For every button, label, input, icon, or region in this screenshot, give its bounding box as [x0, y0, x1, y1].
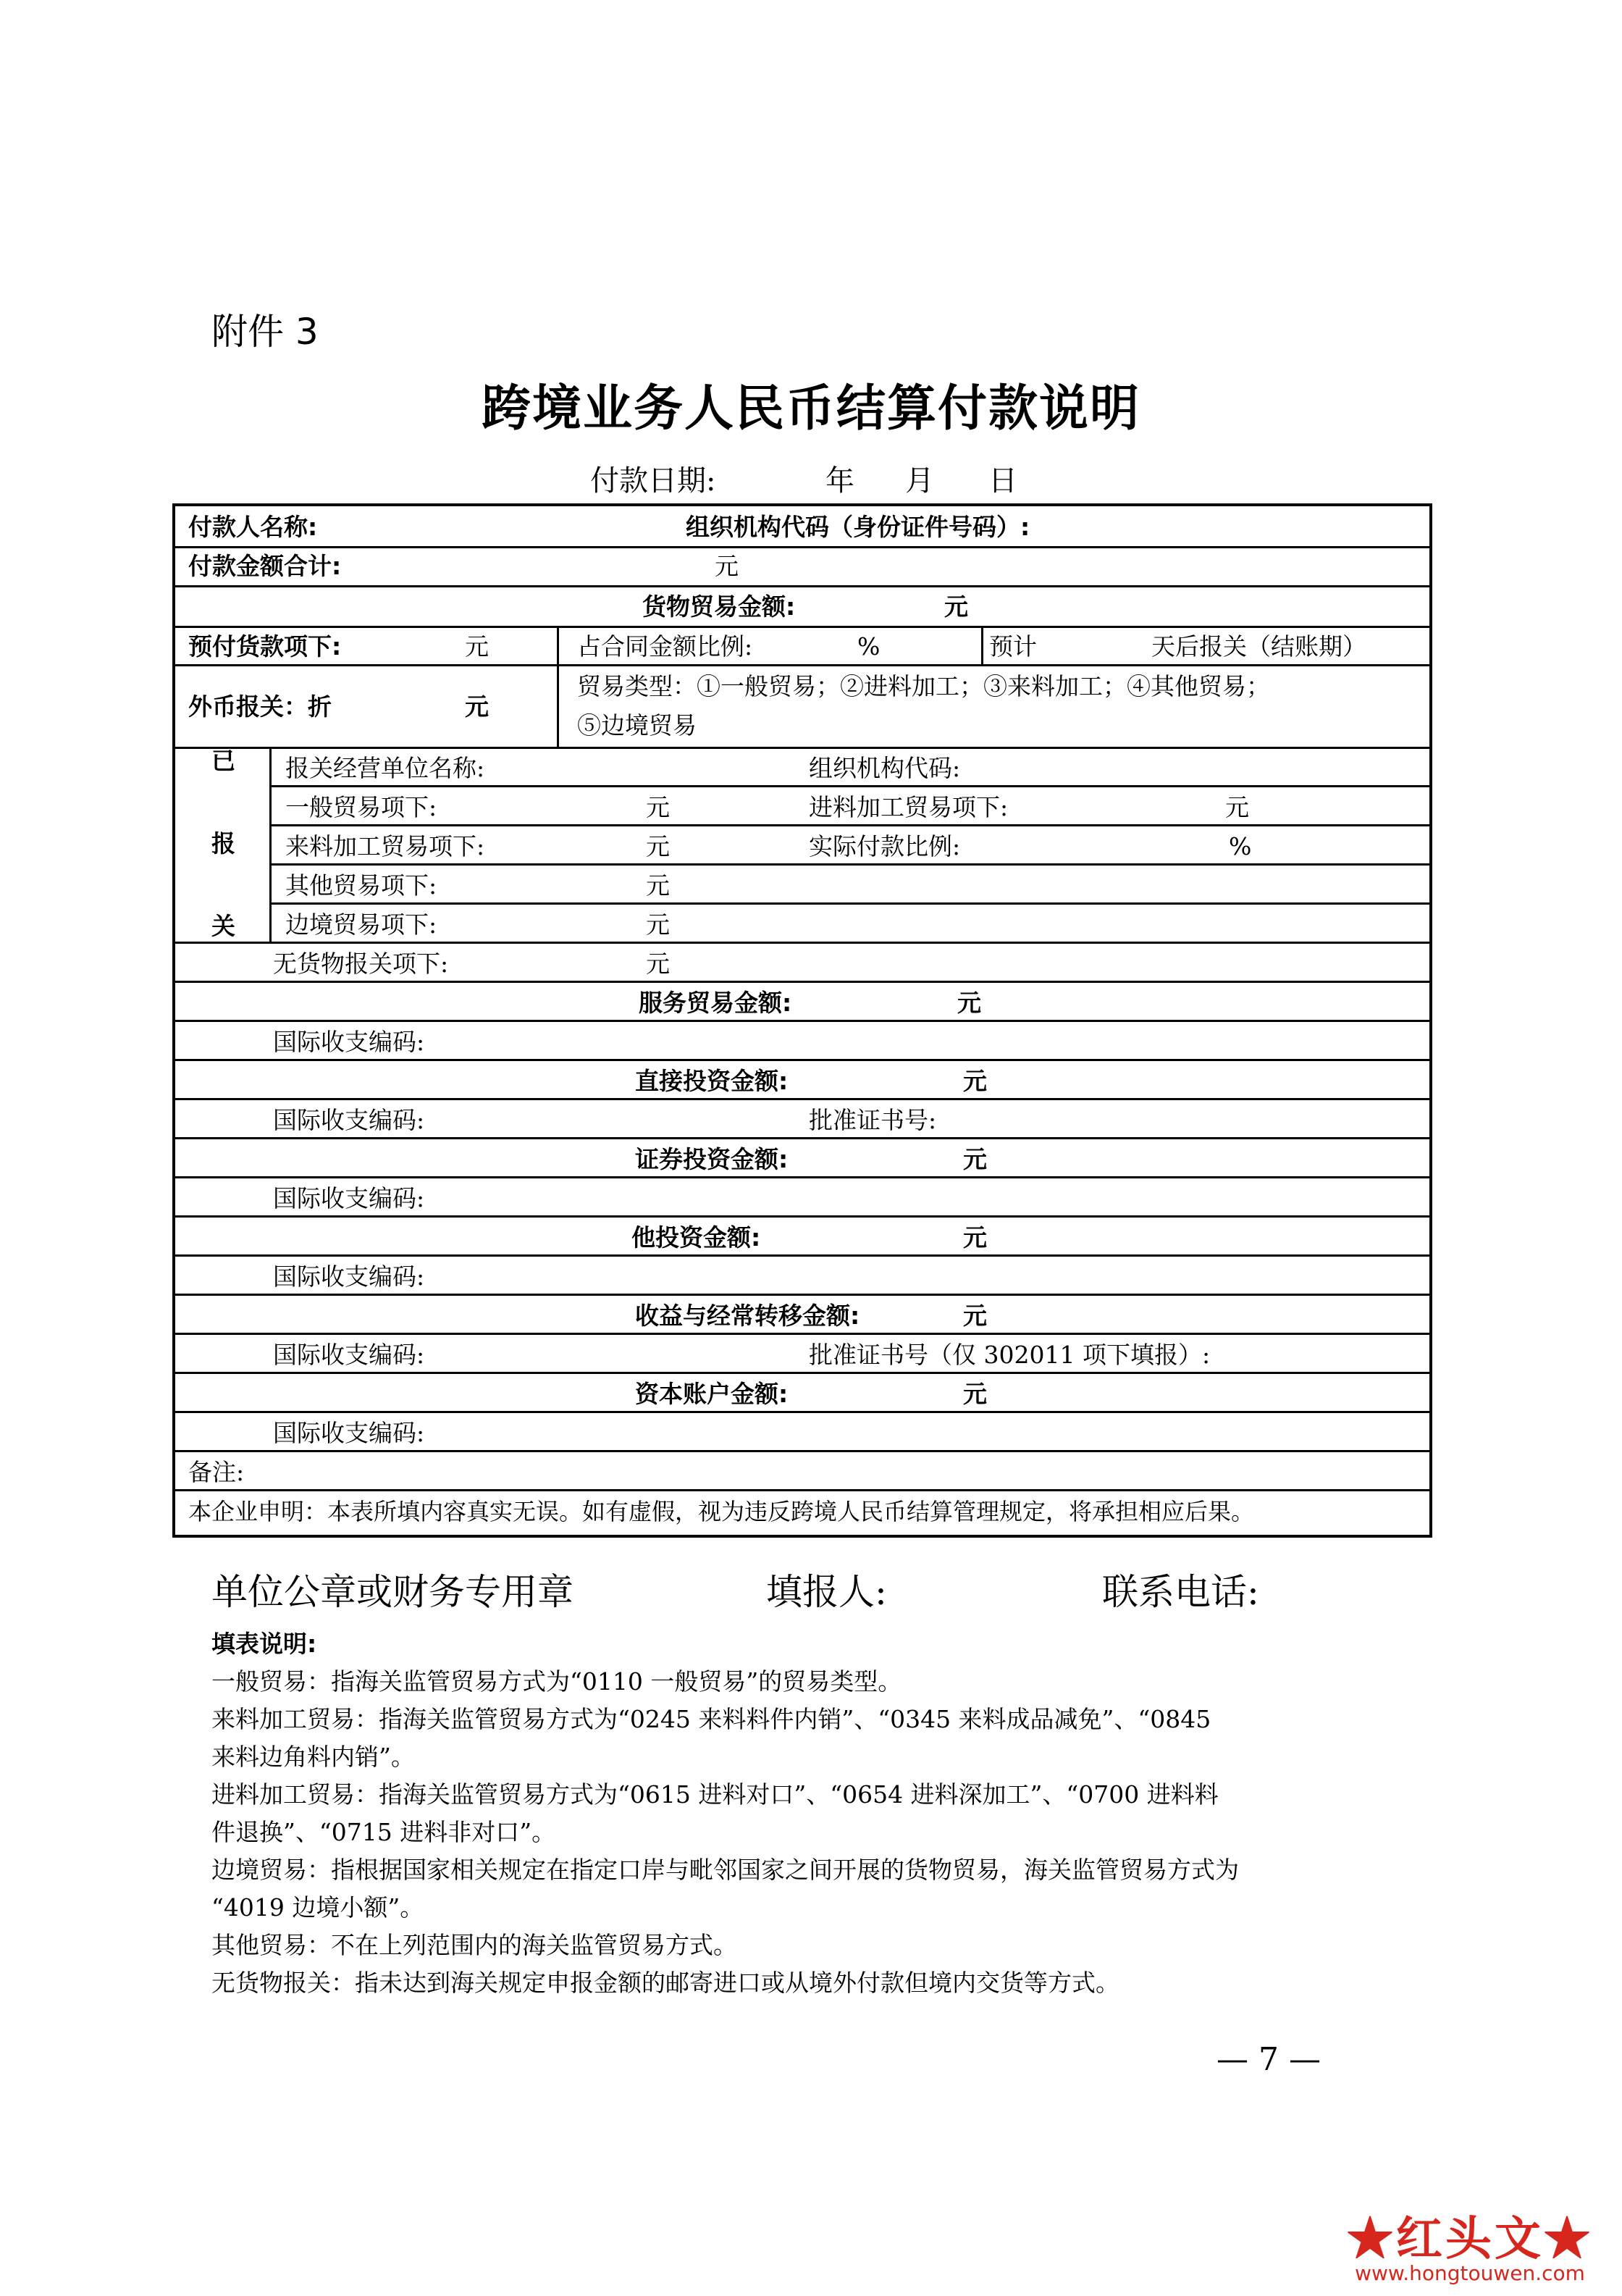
- other-invest-unit: 元: [963, 1223, 987, 1252]
- watermark-url: www.hongtouwen.com: [1355, 2261, 1585, 2285]
- fx-declaration-unit: 元: [465, 692, 489, 721]
- org-code-label: 组织机构代码（身份证件号码）:: [686, 513, 1030, 541]
- remarks-label: 备注:: [188, 1458, 245, 1486]
- declaration-text: 本企业申明：本表所填内容真实无误。如有虚假，视为违反跨境人民币结算管理规定，将承担相应后果。: [188, 1498, 1255, 1525]
- trade-type-line1: 贸易类型：①一般贸易；②进料加工；③来料加工；④其他贸易；: [577, 672, 1270, 700]
- date-day: 日: [988, 464, 1017, 498]
- no-goods-declaration-unit: 元: [646, 950, 670, 978]
- service-trade-unit: 元: [957, 989, 981, 1017]
- note-line: 其他贸易：不在上列范围内的海关监管贸易方式。: [211, 1931, 737, 1959]
- securities-unit: 元: [963, 1145, 987, 1173]
- bop-code-label-capital: 国际收支编码:: [273, 1419, 425, 1447]
- supplied-processing-unit: 元: [646, 832, 670, 860]
- payment-date-label: 付款日期:: [590, 464, 716, 498]
- watermark-text: ★红头文★: [1347, 2212, 1593, 2266]
- income-transfer-amount-label: 收益与经常转移金额:: [635, 1302, 860, 1330]
- declared-char-3: 关: [211, 912, 235, 940]
- total-amount-label: 付款金额合计:: [188, 552, 342, 580]
- note-line: 边境贸易：指根据国家相关规定在指定口岸与毗邻国家之间开展的货物贸易，海关监管贸易方式为: [211, 1856, 1239, 1884]
- phone-label: 联系电话:: [1102, 1571, 1259, 1613]
- note-line: “4019 边境小额”。: [211, 1893, 424, 1922]
- total-amount-unit: 元: [715, 552, 739, 580]
- bop-code-label-income: 国际收支编码:: [273, 1341, 425, 1369]
- other-invest-amount-label: 他投资金额:: [631, 1223, 761, 1252]
- no-goods-declaration-label: 无货物报关项下:: [273, 950, 449, 978]
- goods-trade-unit: 元: [944, 592, 968, 621]
- capital-account-amount-label: 资本账户金额:: [635, 1380, 789, 1408]
- date-year: 年: [825, 464, 854, 498]
- bop-code-label-fdi: 国际收支编码:: [273, 1106, 425, 1134]
- other-trade-unit: 元: [646, 871, 670, 900]
- attachment-label: 附件 3: [211, 311, 319, 353]
- service-trade-amount-label: 服务贸易金额:: [639, 989, 792, 1017]
- note-line: 一般贸易：指海关监管贸易方式为“0110 一般贸易”的贸易类型。: [211, 1667, 902, 1696]
- actual-ratio-label: 实际付款比例:: [809, 832, 961, 860]
- prepay-label: 预付货款项下:: [188, 632, 342, 661]
- import-processing-label: 进料加工贸易项下:: [809, 793, 1009, 821]
- goods-trade-amount-label: 货物贸易金额:: [642, 592, 796, 621]
- fx-declaration-label: 外币报关：折: [188, 692, 332, 721]
- border-trade-unit: 元: [646, 910, 670, 939]
- other-trade-label: 其他贸易项下:: [285, 871, 437, 900]
- border-trade-label: 边境贸易项下:: [285, 910, 437, 939]
- estimate-label: 预计: [989, 632, 1037, 661]
- actual-ratio-percent: %: [1229, 832, 1252, 860]
- securities-amount-label: 证券投资金额:: [635, 1145, 789, 1173]
- note-line: 来料加工贸易：指海关监管贸易方式为“0245 来料料件内销”、“0345 来料成品减免”、“0845: [211, 1705, 1211, 1733]
- trade-type-line2: ⑤边境贸易: [577, 711, 697, 740]
- general-trade-unit: 元: [646, 793, 670, 821]
- fdi-amount-label: 直接投资金额:: [635, 1067, 789, 1095]
- prepay-unit: 元: [465, 632, 489, 661]
- date-month: 月: [905, 464, 934, 498]
- income-transfer-unit: 元: [963, 1302, 987, 1330]
- filler-label: 填报人:: [766, 1571, 887, 1613]
- bop-code-label-service: 国际收支编码:: [273, 1028, 425, 1056]
- contract-ratio-label: 占合同金额比例:: [577, 632, 753, 661]
- declared-char-2: 报: [211, 829, 235, 858]
- approval-no-302011-label: 批准证书号（仅 302011 项下填报）:: [809, 1341, 1211, 1369]
- customs-unit-name-label: 报关经营单位名称:: [285, 754, 485, 782]
- page-number: — 7 —: [1216, 2041, 1321, 2078]
- document-title: 跨境业务人民币结算付款说明: [481, 380, 1140, 437]
- bop-code-label-securities: 国际收支编码:: [273, 1184, 425, 1212]
- bop-code-label-other: 国际收支编码:: [273, 1262, 425, 1291]
- note-line: 件退换”、“0715 进料非对口”。: [211, 1818, 556, 1846]
- supplied-processing-label: 来料加工贸易项下:: [285, 832, 485, 860]
- notes-heading: 填表说明:: [211, 1630, 317, 1658]
- general-trade-label: 一般贸易项下:: [285, 793, 437, 821]
- capital-account-unit: 元: [963, 1380, 987, 1408]
- org-code-2-label: 组织机构代码:: [809, 754, 961, 782]
- import-processing-unit: 元: [1225, 793, 1249, 821]
- note-line: 无货物报关：指未达到海关规定申报金额的邮寄进口或从境外付款但境内交货等方式。: [211, 1969, 1119, 1997]
- seal-label: 单位公章或财务专用章: [211, 1571, 573, 1613]
- declared-char-1: 已: [211, 747, 235, 775]
- watermark-logo: [1332, 2202, 1608, 2289]
- note-line: 来料边角料内销”。: [211, 1743, 415, 1771]
- fdi-unit: 元: [963, 1067, 987, 1095]
- payer-name-label: 付款人名称:: [188, 513, 318, 541]
- payment-form-table: [172, 503, 1432, 1538]
- approval-no-label: 批准证书号:: [809, 1106, 937, 1134]
- note-line: 进料加工贸易：指海关监管贸易方式为“0615 进料对口”、“0654 进料深加工”、“0700 进料料: [211, 1780, 1219, 1809]
- contract-ratio-percent: %: [857, 632, 881, 661]
- days-after-label: 天后报关（结账期）: [1151, 632, 1366, 661]
